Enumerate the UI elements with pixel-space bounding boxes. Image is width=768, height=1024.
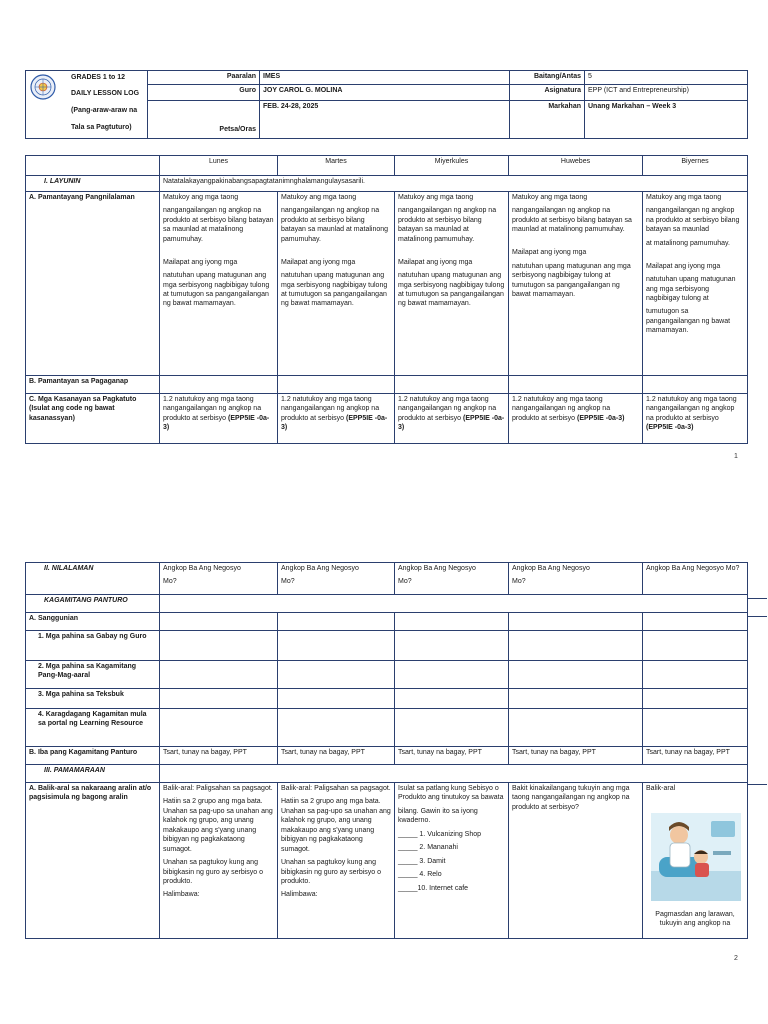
balik-aral-label: A. Balik-aral sa nakaraang aralin at/o pagsisimula ng bagong aralin xyxy=(26,783,160,939)
list-item: _____ 2. Mananahi xyxy=(398,844,458,852)
sanggunian-item-1: 1. Mga pahina sa Gabay ng Guro xyxy=(26,631,160,661)
illustration-caption: Pagmasdan ang larawan, tukuyin ang angkop na xyxy=(655,911,735,928)
deped-seal-icon xyxy=(30,74,56,100)
layunin-label: I. LAYUNIN xyxy=(26,176,160,192)
kasanayan-label: C. Mga Kasanayan sa Pagkatuto (Isulat ang code ng bawat kasanassyan) xyxy=(26,394,160,444)
header-table xyxy=(25,70,748,139)
page-number-2: 2 xyxy=(734,955,738,962)
pamantayang-martes: Matukoy ang mga taong nangangailangan ng angkop na produkto at serbisyo bilang batayan sa maunlad at matalinong pamumuhay. Mailapat ang iyong mga natutuhan upang matugunan ang mga serbisyong nagbibigay tulong at tumutugon sa pangangailangan ng bawat mamamayan. xyxy=(278,192,395,376)
divider-line xyxy=(747,784,767,785)
nilalaman-lunes: Angkop Ba Ang Negosyo Mo? xyxy=(160,563,278,595)
pamantayang-biyernes: Matukoy ang mga taong nangangailangan ng angkop na produkto at serbisyo bilang batayan sa maunlad at matalinong pamumuhay. Mailapat ang iyong mga natutuhan upang matugunan ang mga serbisyong nagbibigay tulong at tumutugon sa pangangailangan ng bawat mamamayan. xyxy=(643,192,748,376)
lesson-table-page2 xyxy=(25,562,748,939)
list-item: _____ 4. Relo xyxy=(398,871,442,879)
paaralan-label: Paaralan xyxy=(148,71,260,85)
sanggunian-item-4: 4. Karagdagang Kagamitan mula sa portal ng Learning Resource xyxy=(26,709,160,747)
layunin-text: Natatalakayangpakinabangsapagtatanimnghalamangulaysasarili. xyxy=(160,176,748,192)
page-number-1: 1 xyxy=(734,453,738,460)
list-item: _____ 3. Damit xyxy=(398,857,446,865)
paaralan-value: IMES xyxy=(260,71,510,85)
day-header-martes: Martes xyxy=(278,156,395,176)
guro-label: Guro xyxy=(148,85,260,101)
iba-pang-martes: Tsart, tunay na bagay, PPT xyxy=(278,747,395,765)
day-header-biyernes: Biyernes xyxy=(643,156,748,176)
iba-pang-label: B. Iba pang Kagamitang Panturo xyxy=(26,747,160,765)
asignatura-label: Asignatura xyxy=(510,85,585,101)
nilalaman-miyerkules: Angkop Ba Ang Negosyo Mo? xyxy=(395,563,509,595)
iba-pang-huwebes: Tsart, tunay na bagay, PPT xyxy=(509,747,643,765)
doc-subtitle-2: Tala sa Pagtuturo) xyxy=(71,124,132,131)
divider-line xyxy=(747,598,767,599)
balik-aral-miyerkules: Isulat sa patlang kung Sebisyo o Produkto ang tinutukoy sa bawata bilang. Gawin ito sa iyong kwaderno. _____ 1. Vulcanizing Shop _____ 2. Mananahi _____ 3. Damit _____ 4. Relo _____10. Internet cafe xyxy=(395,783,509,939)
pamantayang-huwebes: Matukoy ang mga taong nangangailangan ng angkop na produkto at serbisyo bilang batayan sa maunlad at matalinong pamumuhay. Mailapat ang iyong mga natutuhan upang matugunan ang mga serbisyong nagbibigay tulong at tumutugon sa pangangailangan ng bawat mamamayan. xyxy=(509,192,643,376)
balik-aral-huwebes: Bakit kinakailangang tukuyin ang mga taong nangangailangan ng angkop na produkto at serbisyo? xyxy=(509,783,643,939)
pamamaraan-label: III. PAMAMARAAN xyxy=(26,765,160,783)
grades-text: GRADES 1 to 12 xyxy=(71,74,126,81)
nilalaman-biyernes: Angkop Ba Ang Negosyo Mo? xyxy=(643,563,748,595)
kagamitan-label: KAGAMITANG PANTURO xyxy=(26,595,160,613)
day-header-miyerkules: Miyerkules xyxy=(395,156,509,176)
asignatura-value: EPP (ICT and Entrepreneurship) xyxy=(585,85,748,101)
petsa-value: FEB. 24-28, 2025 xyxy=(260,101,510,139)
pamantayang-miyerkules: Matukoy ang mga taong nangangailangan ng angkop na produkto at serbisyo bilang batayan sa maunlad at matalinong pamumuhay. Mailapat ang iyong mga natutuhan upang matugunan ang mga serbisyong nagbibigay tulong at tumutugon sa pangangailangan ng bawat mamamayan. xyxy=(395,192,509,376)
iba-pang-miyerkules: Tsart, tunay na bagay, PPT xyxy=(395,747,509,765)
sanggunian-item-2: 2. Mga pahina sa Kagamitang Pang-Mag-aaral xyxy=(26,661,160,689)
list-item: _____ 1. Vulcanizing Shop xyxy=(398,830,482,838)
guro-value: JOY CAROL G. MOLINA xyxy=(260,85,510,101)
lesson-table-page1 xyxy=(25,155,748,444)
kasanayan-biyernes: 1.2 natutukoy ang mga taong nangangailangan ng angkop na produkto at serbisyo (EPP5IE -0a-3) xyxy=(643,394,748,444)
nilalaman-huwebes: Angkop Ba Ang Negosyo Mo? xyxy=(509,563,643,595)
pamantayang-lunes: Matukoy ang mga taong nangangailangan ng angkop na produkto at serbisyo bilang batayan sa maunlad at matalinong pamumuhay. Mailapat ang iyong mga natutuhan upang matugunan ang mga serbisyong nagbibigay tulong at tumutugon sa pangangailangan ng bawat mamamayan. xyxy=(160,192,278,376)
doc-title: DAILY LESSON LOG xyxy=(71,90,140,97)
pamantayan-pagganap-label: B. Pamantayan sa Pagaganap xyxy=(26,376,160,394)
divider-line xyxy=(747,616,767,617)
nilalaman-martes: Angkop Ba Ang Negosyo Mo? xyxy=(278,563,395,595)
sanggunian-item-3: 3. Mga pahina sa Teksbuk xyxy=(26,689,160,709)
balik-aral-martes: Balik-aral: Paligsahan sa pagsagot. Hatiin sa 2 grupo ang mga bata. Unahan sa pag-upo sa unahan ang kalahok ng grupo, ang unang makakaupo ang s'yang unang bibigyan ng pagkakataong sumagot. Unahan sa pagtukoy kung ang bibigkasin ng guro ay serbisyo o produkto. Halimbawa: xyxy=(278,783,395,939)
pamantayang-pangnilalaman-label: A. Pamantayang Pangnilalaman xyxy=(26,192,160,376)
sanggunian-label: A. Sanggunian xyxy=(26,613,160,631)
baitang-label: Baitang/Antas xyxy=(510,71,585,85)
kasanayan-martes: 1.2 natutukoy ang mga taong nangangailangan ng angkop na produkto at serbisyo (EPP5IE -0a-3) xyxy=(278,394,395,444)
petsa-label: Petsa/Oras xyxy=(148,101,260,139)
iba-pang-biyernes: Tsart, tunay na bagay, PPT xyxy=(643,747,748,765)
dentist-illustration-icon xyxy=(651,813,741,901)
baitang-value: 5 xyxy=(585,71,748,85)
kasanayan-lunes: 1.2 natutukoy ang mga taong nangangailangan ng angkop na produkto at serbisyo (EPP5IE -0a-3) xyxy=(160,394,278,444)
balik-aral-lunes: Balik-aral: Paligsahan sa pagsagot. Hatiin sa 2 grupo ang mga bata. Unahan sa pag-upo sa unahan ang kalahok ng grupo, ang unang makakaupo ang s'yang unang bibigyan ng pagkakataong sumagot. Unahan sa pagtukoy kung ang bibigkasin ng guro ay serbisyo o produkto. Halimbawa: xyxy=(160,783,278,939)
balik-aral-biyernes: Balik-aral Pagmasdan ang larawan, tukuyin ang angkop na xyxy=(643,783,748,939)
markahan-value: Unang Markahan – Week 3 xyxy=(585,101,748,139)
header-title-cell xyxy=(26,71,148,139)
iba-pang-lunes: Tsart, tunay na bagay, PPT xyxy=(160,747,278,765)
day-header-huwebes: Huwebes xyxy=(509,156,643,176)
nilalaman-label: II. NILALAMAN xyxy=(26,563,160,595)
doc-subtitle-1: (Pang-araw-araw na xyxy=(71,107,138,114)
kasanayan-miyerkules: 1.2 natutukoy ang mga taong nangangailangan ng angkop na produkto at serbisyo (EPP5IE -0a-3) xyxy=(395,394,509,444)
markahan-label: Markahan xyxy=(510,101,585,139)
kasanayan-huwebes: 1.2 natutukoy ang mga taong nangangailangan ng angkop na produkto at serbisyo (EPP5IE -0a-3) xyxy=(509,394,643,444)
day-header-lunes: Lunes xyxy=(160,156,278,176)
list-item: _____10. Internet cafe xyxy=(398,884,469,892)
